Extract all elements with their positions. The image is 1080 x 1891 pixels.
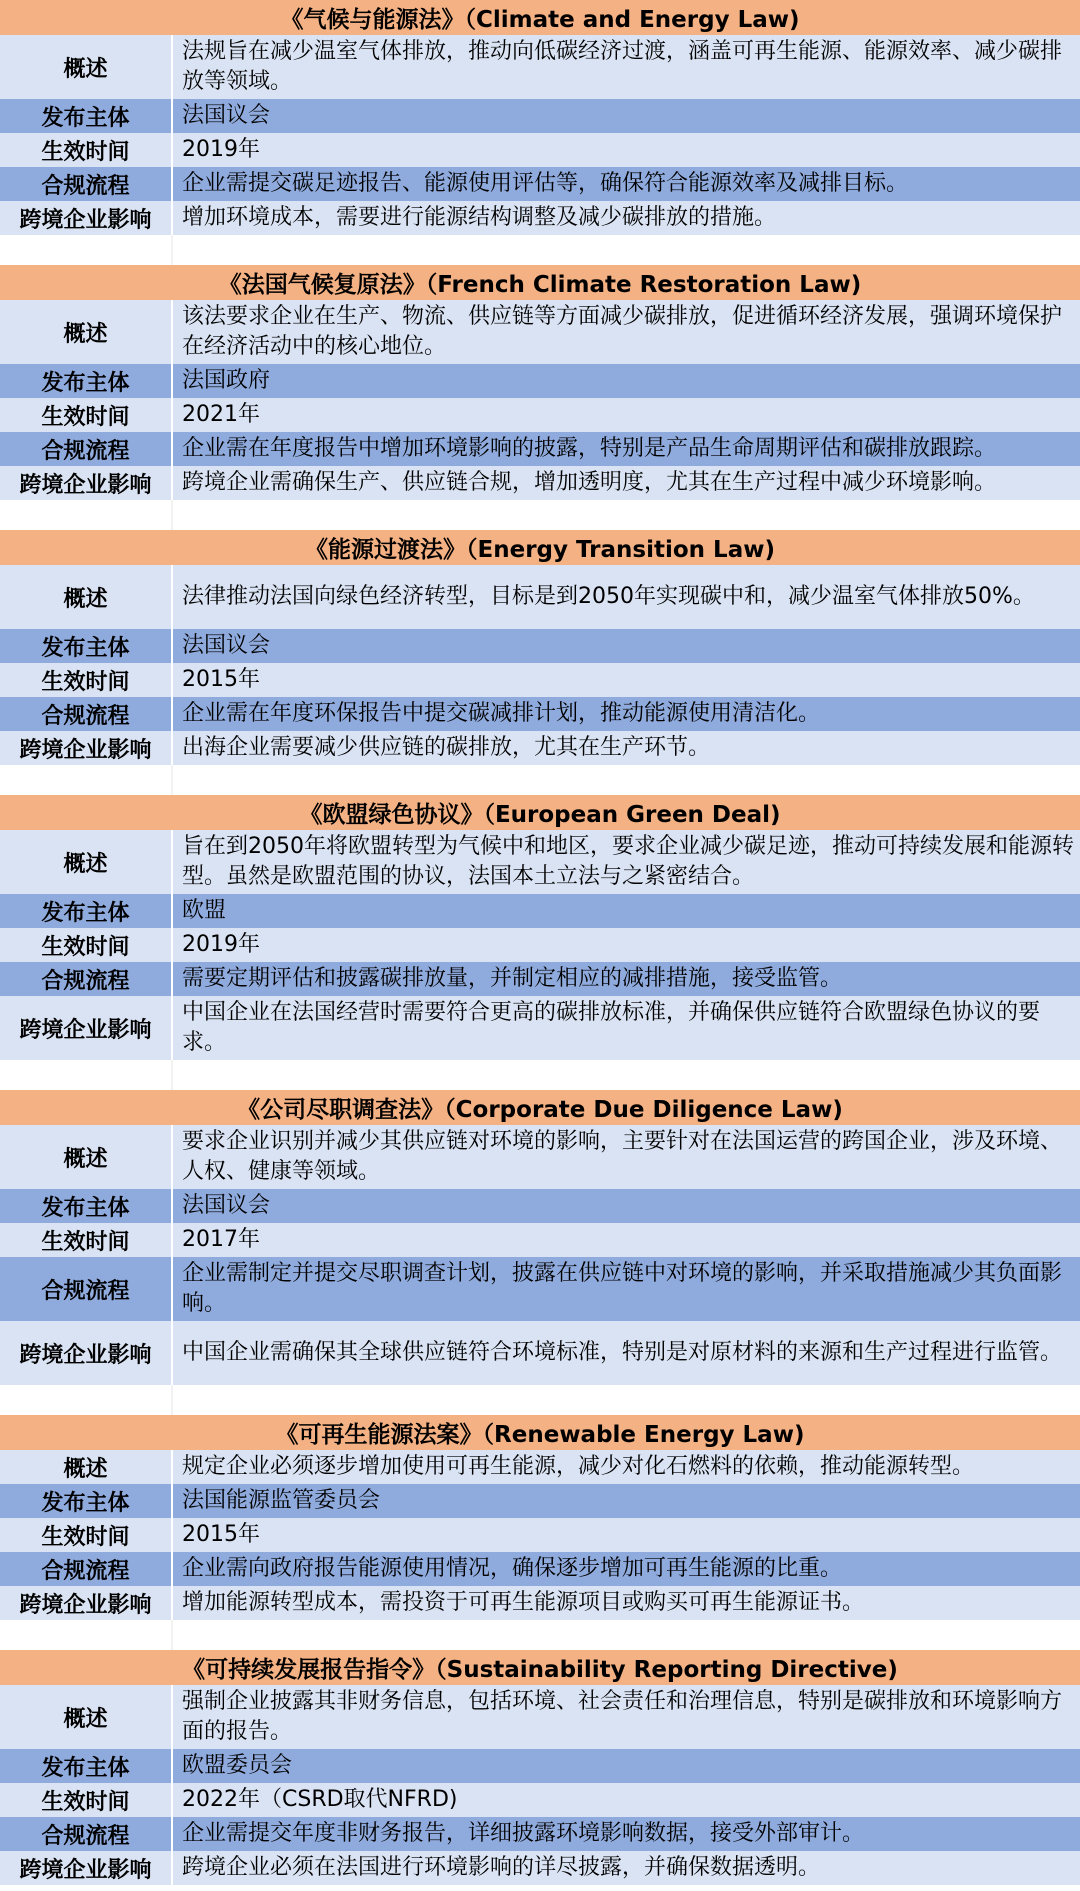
row-label-compliance: 合规流程 — [0, 1552, 173, 1586]
row-value-compliance — [173, 962, 1080, 996]
row-effective — [0, 1783, 1080, 1817]
law-title: 《可持续发展报告指令》（Sustainability Reporting Directive) — [0, 1650, 1080, 1685]
row-label-compliance: 合规流程 — [0, 167, 173, 201]
row-value-text: 2015年 — [182, 667, 260, 692]
section-spacer — [0, 1060, 1080, 1090]
row-value-compliance — [173, 1257, 1080, 1321]
row-value-issuer — [173, 629, 1080, 663]
row-label-overview: 概述 — [0, 1450, 173, 1484]
row-label-compliance: 合规流程 — [0, 697, 173, 731]
row-label-compliance: 合规流程 — [0, 962, 173, 996]
row-label-compliance: 合规流程 — [0, 432, 173, 466]
row-overview — [0, 35, 1080, 99]
row-impact — [0, 201, 1080, 235]
row-value-effective — [173, 398, 1080, 432]
row-label-impact: 跨境企业影响 — [0, 466, 173, 500]
row-value-text: 企业需在年度报告中增加环境影响的披露，特别是产品生命周期评估和碳排放跟踪。 — [182, 436, 997, 461]
row-value-text: 中国企业需确保其全球供应链符合环境标准，特别是对原材料的来源和生产过程进行监管。 — [182, 1340, 1063, 1365]
section-spacer — [0, 1385, 1080, 1415]
row-label-effective: 生效时间 — [0, 663, 173, 697]
row-effective — [0, 663, 1080, 697]
row-overview — [0, 565, 1080, 629]
law-title: 《可再生能源法案》（Renewable Energy Law) — [0, 1415, 1080, 1450]
row-label-impact: 跨境企业影响 — [0, 1851, 173, 1885]
law-title: 《欧盟绿色协议》（European Green Deal) — [0, 795, 1080, 830]
row-compliance — [0, 697, 1080, 731]
row-compliance — [0, 1257, 1080, 1321]
row-label-issuer: 发布主体 — [0, 364, 173, 398]
row-effective — [0, 1518, 1080, 1552]
row-value-impact — [173, 1586, 1080, 1620]
row-compliance — [0, 1552, 1080, 1586]
row-label-effective: 生效时间 — [0, 928, 173, 962]
row-value-overview — [173, 1685, 1080, 1749]
row-value-overview — [173, 830, 1080, 894]
row-label-impact: 跨境企业影响 — [0, 996, 173, 1060]
law-section — [0, 1090, 1080, 1385]
row-compliance — [0, 962, 1080, 996]
row-value-effective — [173, 663, 1080, 697]
row-value-overview — [173, 565, 1080, 629]
row-value-issuer — [173, 1749, 1080, 1783]
row-label-impact: 跨境企业影响 — [0, 201, 173, 235]
row-value-compliance — [173, 1817, 1080, 1851]
row-value-impact — [173, 1321, 1080, 1385]
row-value-text: 欧盟 — [182, 898, 227, 923]
row-value-text: 欧盟委员会 — [182, 1753, 293, 1778]
row-effective — [0, 133, 1080, 167]
row-value-issuer — [173, 1189, 1080, 1223]
row-value-overview — [173, 1450, 1080, 1484]
row-label-issuer: 发布主体 — [0, 1484, 173, 1518]
row-impact — [0, 1321, 1080, 1385]
row-label-impact: 跨境企业影响 — [0, 1321, 173, 1385]
row-label-issuer: 发布主体 — [0, 894, 173, 928]
row-value-text: 旨在到2050年将欧盟转型为气候中和地区，要求企业减少碳足迹，推动可持续发展和能源转型。虽然是欧盟范围的协议，法国本土立法与之紧密结合。 — [182, 834, 1074, 889]
row-label-compliance: 合规流程 — [0, 1817, 173, 1851]
row-value-effective — [173, 928, 1080, 962]
section-spacer — [0, 1620, 1080, 1650]
row-label-overview: 概述 — [0, 1125, 173, 1189]
row-label-overview: 概述 — [0, 565, 173, 629]
row-compliance — [0, 167, 1080, 201]
row-value-impact — [173, 1851, 1080, 1885]
row-label-effective: 生效时间 — [0, 1518, 173, 1552]
row-overview — [0, 830, 1080, 894]
row-value-overview — [173, 1125, 1080, 1189]
row-value-compliance — [173, 697, 1080, 731]
row-label-effective: 生效时间 — [0, 133, 173, 167]
row-value-overview — [173, 300, 1080, 364]
row-value-issuer — [173, 894, 1080, 928]
row-value-text: 该法要求企业在生产、物流、供应链等方面减少碳排放，促进循环经济发展，强调环境保护在经济活动中的核心地位。 — [182, 304, 1063, 359]
law-section — [0, 0, 1080, 235]
row-label-issuer: 发布主体 — [0, 99, 173, 133]
row-label-impact: 跨境企业影响 — [0, 1586, 173, 1620]
row-issuer — [0, 1189, 1080, 1223]
row-value-text: 2015年 — [182, 1522, 260, 1547]
row-impact — [0, 466, 1080, 500]
row-overview — [0, 1450, 1080, 1484]
law-title: 《气候与能源法》（Climate and Energy Law) — [0, 0, 1080, 35]
row-value-text: 中国企业在法国经营时需要符合更高的碳排放标准，并确保供应链符合欧盟绿色协议的要求。 — [182, 1000, 1041, 1055]
row-value-impact — [173, 996, 1080, 1060]
law-section — [0, 1650, 1080, 1885]
row-value-text: 需要定期评估和披露碳排放量，并制定相应的减排措施，接受监管。 — [182, 966, 843, 991]
row-value-text: 法国议会 — [182, 103, 271, 128]
row-compliance — [0, 432, 1080, 466]
law-section — [0, 265, 1080, 500]
row-value-impact — [173, 731, 1080, 765]
row-value-text: 法国议会 — [182, 633, 271, 658]
row-value-impact — [173, 466, 1080, 500]
row-issuer — [0, 99, 1080, 133]
row-overview — [0, 1685, 1080, 1749]
row-value-text: 法国议会 — [182, 1193, 271, 1218]
law-section — [0, 795, 1080, 1060]
law-section — [0, 1415, 1080, 1620]
row-value-text: 跨境企业必须在法国进行环境影响的详尽披露，并确保数据透明。 — [182, 1855, 821, 1880]
row-value-text: 企业需提交碳足迹报告、能源使用评估等，确保符合能源效率及减排目标。 — [182, 171, 909, 196]
row-issuer — [0, 1484, 1080, 1518]
row-value-text: 跨境企业需确保生产、供应链合规，增加透明度，尤其在生产过程中减少环境影响。 — [182, 470, 997, 495]
row-value-effective — [173, 1223, 1080, 1257]
row-label-effective: 生效时间 — [0, 1223, 173, 1257]
row-label-compliance: 合规流程 — [0, 1257, 173, 1321]
row-label-effective: 生效时间 — [0, 398, 173, 432]
row-label-issuer: 发布主体 — [0, 1189, 173, 1223]
row-value-text: 增加环境成本，需要进行能源结构调整及减少碳排放的措施。 — [182, 205, 777, 230]
row-value-text: 法律推动法国向绿色经济转型，目标是到2050年实现碳中和，减少温室气体排放50%。 — [182, 584, 1035, 609]
section-spacer — [0, 765, 1080, 795]
row-overview — [0, 1125, 1080, 1189]
row-value-text: 法国政府 — [182, 368, 271, 393]
row-value-issuer — [173, 364, 1080, 398]
row-label-overview: 概述 — [0, 830, 173, 894]
row-value-effective — [173, 133, 1080, 167]
row-effective — [0, 398, 1080, 432]
row-value-text: 增加能源转型成本，需投资于可再生能源项目或购买可再生能源证书。 — [182, 1590, 865, 1615]
row-value-text: 强制企业披露其非财务信息，包括环境、社会责任和治理信息，特别是碳排放和环境影响方面的报告。 — [182, 1689, 1063, 1744]
row-effective — [0, 928, 1080, 962]
row-value-text: 要求企业识别并减少其供应链对环境的影响，主要针对在法国运营的跨国企业，涉及环境、人权、健康等领域。 — [182, 1129, 1063, 1184]
row-value-compliance — [173, 432, 1080, 466]
row-label-overview: 概述 — [0, 300, 173, 364]
row-value-text: 2019年 — [182, 137, 260, 162]
section-spacer — [0, 500, 1080, 530]
law-title: 《公司尽职调查法》（Corporate Due Diligence Law) — [0, 1090, 1080, 1125]
row-impact — [0, 1851, 1080, 1885]
row-value-text: 法国能源监管委员会 — [182, 1488, 381, 1513]
row-label-issuer: 发布主体 — [0, 629, 173, 663]
row-value-text: 规定企业必须逐步增加使用可再生能源，减少对化石燃料的依赖，推动能源转型。 — [182, 1454, 975, 1479]
row-impact — [0, 1586, 1080, 1620]
law-section — [0, 530, 1080, 765]
row-value-compliance — [173, 167, 1080, 201]
row-label-overview: 概述 — [0, 1685, 173, 1749]
row-issuer — [0, 629, 1080, 663]
row-value-text: 企业需向政府报告能源使用情况，确保逐步增加可再生能源的比重。 — [182, 1556, 843, 1581]
row-overview — [0, 300, 1080, 364]
row-label-impact: 跨境企业影响 — [0, 731, 173, 765]
row-label-issuer: 发布主体 — [0, 1749, 173, 1783]
row-issuer — [0, 364, 1080, 398]
row-value-text: 2017年 — [182, 1227, 260, 1252]
row-value-compliance — [173, 1552, 1080, 1586]
row-value-text: 企业需制定并提交尽职调查计划，披露在供应链中对环境的影响，并采取措施减少其负面影响。 — [182, 1261, 1063, 1316]
section-spacer — [0, 235, 1080, 265]
row-value-issuer — [173, 1484, 1080, 1518]
row-value-text: 2022年（CSRD取代NFRD) — [182, 1787, 458, 1812]
law-title: 《法国气候复原法》（French Climate Restoration Law) — [0, 265, 1080, 300]
row-effective — [0, 1223, 1080, 1257]
row-value-text: 企业需提交年度非财务报告，详细披露环境影响数据，接受外部审计。 — [182, 1821, 865, 1846]
row-value-effective — [173, 1783, 1080, 1817]
row-impact — [0, 731, 1080, 765]
row-value-effective — [173, 1518, 1080, 1552]
row-issuer — [0, 1749, 1080, 1783]
row-value-issuer — [173, 99, 1080, 133]
row-issuer — [0, 894, 1080, 928]
row-value-text: 2021年 — [182, 402, 260, 427]
row-impact — [0, 996, 1080, 1060]
row-value-text: 2019年 — [182, 932, 260, 957]
row-value-impact — [173, 201, 1080, 235]
row-value-text: 出海企业需要减少供应链的碳排放，尤其在生产环节。 — [182, 735, 711, 760]
row-label-overview: 概述 — [0, 35, 173, 99]
row-value-text: 企业需在年度环保报告中提交碳减排计划，推动能源使用清洁化。 — [182, 701, 821, 726]
row-value-overview — [173, 35, 1080, 99]
row-compliance — [0, 1817, 1080, 1851]
law-title: 《能源过渡法》（Energy Transition Law) — [0, 530, 1080, 565]
row-label-effective: 生效时间 — [0, 1783, 173, 1817]
row-value-text: 法规旨在减少温室气体排放，推动向低碳经济过渡，涵盖可再生能源、能源效率、减少碳排放等领域。 — [182, 39, 1063, 94]
